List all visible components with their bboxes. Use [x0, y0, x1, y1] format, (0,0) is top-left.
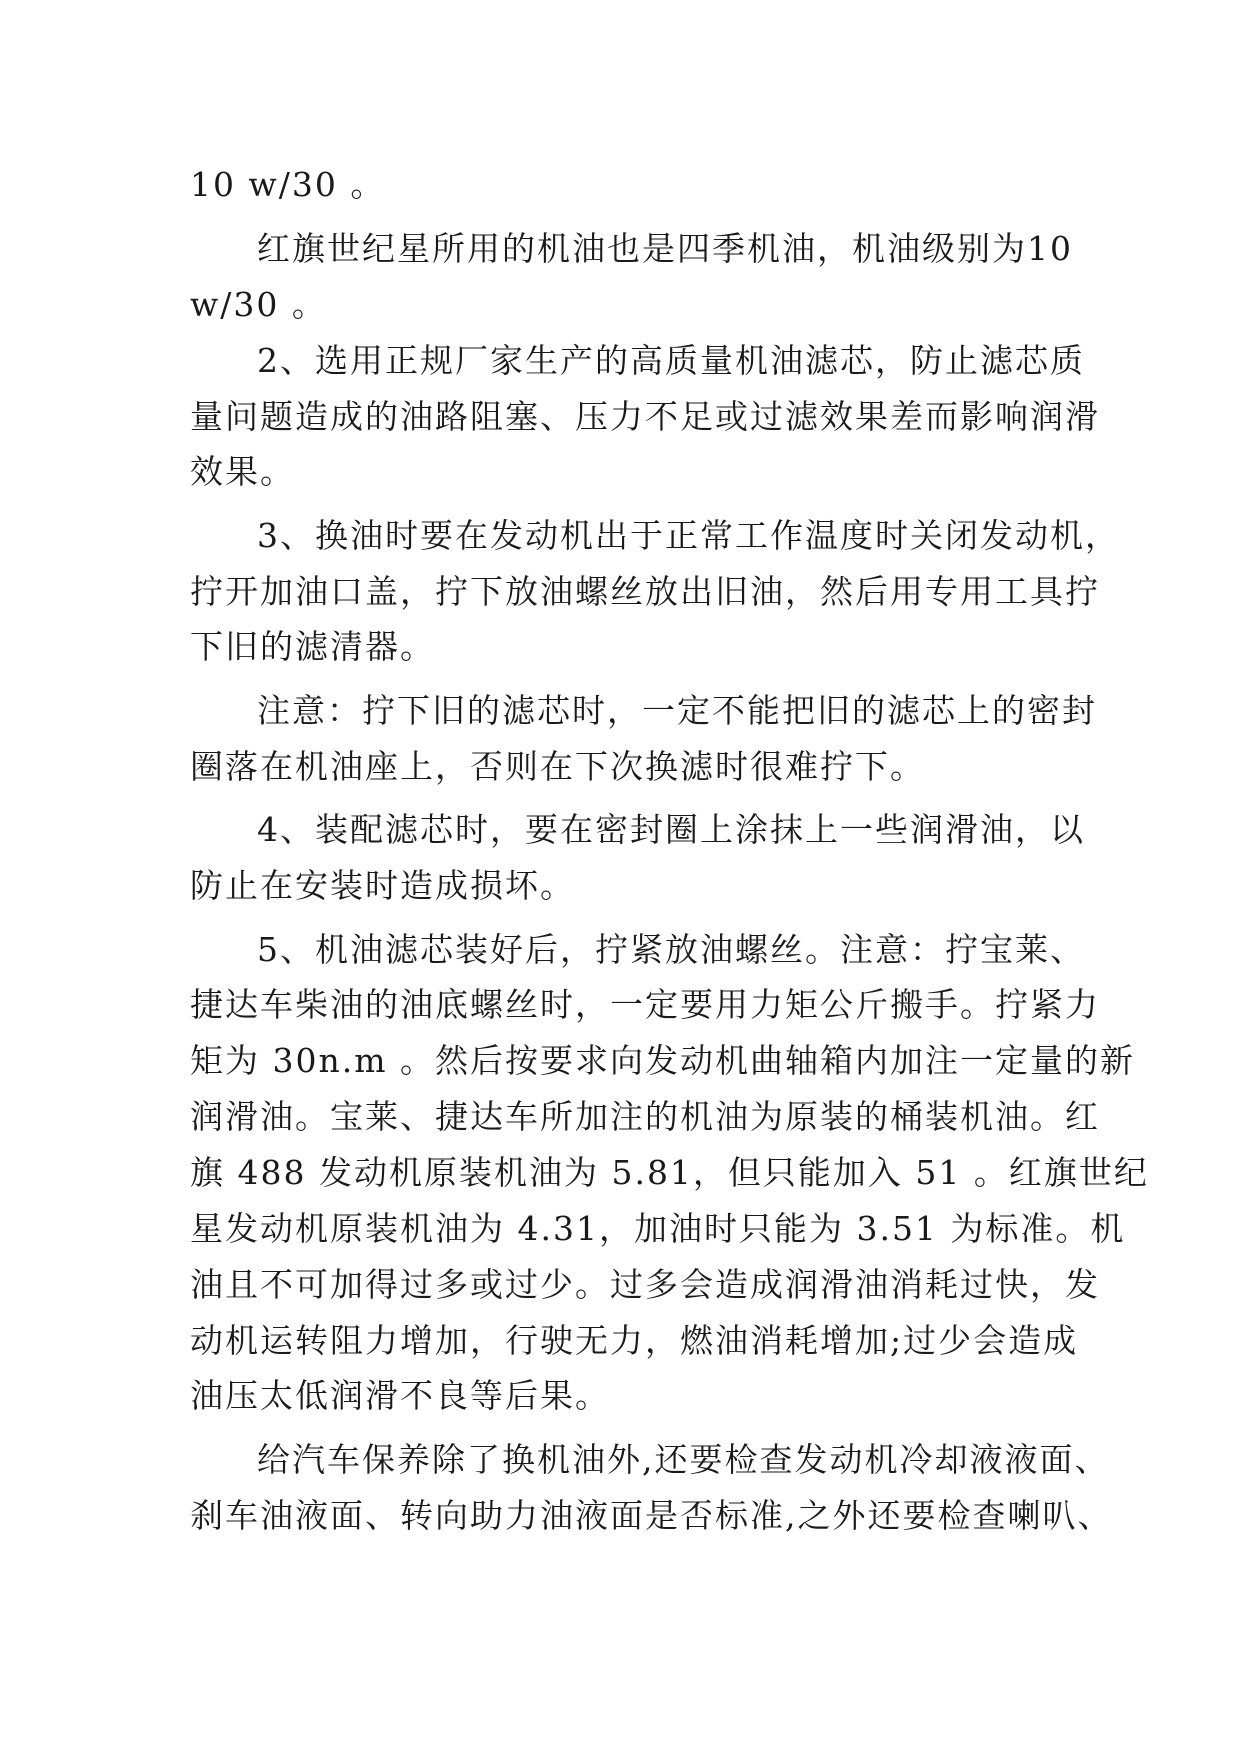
text-line: 2、选用正规厂家生产的高质量机油滤芯，防止滤芯质 [257, 341, 1085, 380]
text-line: 效果。 [190, 452, 295, 491]
text-line: 4、装配滤芯时，要在密封圈上涂抹上一些润滑油，以 [257, 810, 1085, 849]
text-line: 防止在安装时造成损坏。 [190, 866, 575, 905]
text-line: 油且不可加得过多或过少。过多会造成润滑油消耗过快，发 [190, 1265, 1100, 1304]
text-line: 给汽车保养除了换机油外,还要检查发动机冷却液液面、 [257, 1440, 1110, 1479]
text-line: 润滑油。宝莱、捷达车所加注的机油为原装的桶装机油。红 [190, 1097, 1100, 1136]
text-line: 矩为 30n.m 。然后按要求向发动机曲轴箱内加注一定量的新 [190, 1041, 1136, 1080]
text-line: 旗 488 发动机原装机油为 5.81，但只能加入 51 。红旗世纪 [190, 1153, 1149, 1192]
text-line: 刹车油液面、转向助力油液面是否标准,之外还要检查喇叭、 [190, 1496, 1113, 1535]
text-line: 星发动机原装机油为 4.31，加油时只能为 3.51 为标准。机 [190, 1209, 1126, 1248]
text-line: 5、机油滤芯装好后，拧紧放油螺丝。注意：拧宝莱、 [257, 930, 1085, 969]
text-line: 油压太低润滑不良等后果。 [190, 1376, 610, 1415]
text-line: 拧开加油口盖，拧下放油螺丝放出旧油，然后用专用工具拧 [190, 572, 1100, 611]
text-line: 圈落在机油座上，否则在下次换滤时很难拧下。 [190, 747, 925, 786]
text-line: 红旗世纪星所用的机油也是四季机油，机油级别为10 [257, 229, 1073, 268]
text-line: 捷达车柴油的油底螺丝时，一定要用力矩公斤搬手。拧紧力 [190, 985, 1100, 1024]
text-line: 3、换油时要在发动机出于正常工作温度时关闭发动机， [257, 516, 1120, 555]
text-line: 注意：拧下旧的滤芯时，一定不能把旧的滤芯上的密封 [257, 691, 1097, 730]
text-line: w/30 。 [190, 285, 327, 324]
text-line: 量问题造成的油路阻塞、压力不足或过滤效果差而影响润滑 [190, 397, 1100, 436]
text-line: 下旧的滤清器。 [190, 627, 435, 666]
text-line: 动机运转阻力增加，行驶无力，燃油消耗增加;过少会造成 [190, 1321, 1079, 1360]
text-line: 10 w/30 。 [190, 165, 386, 204]
